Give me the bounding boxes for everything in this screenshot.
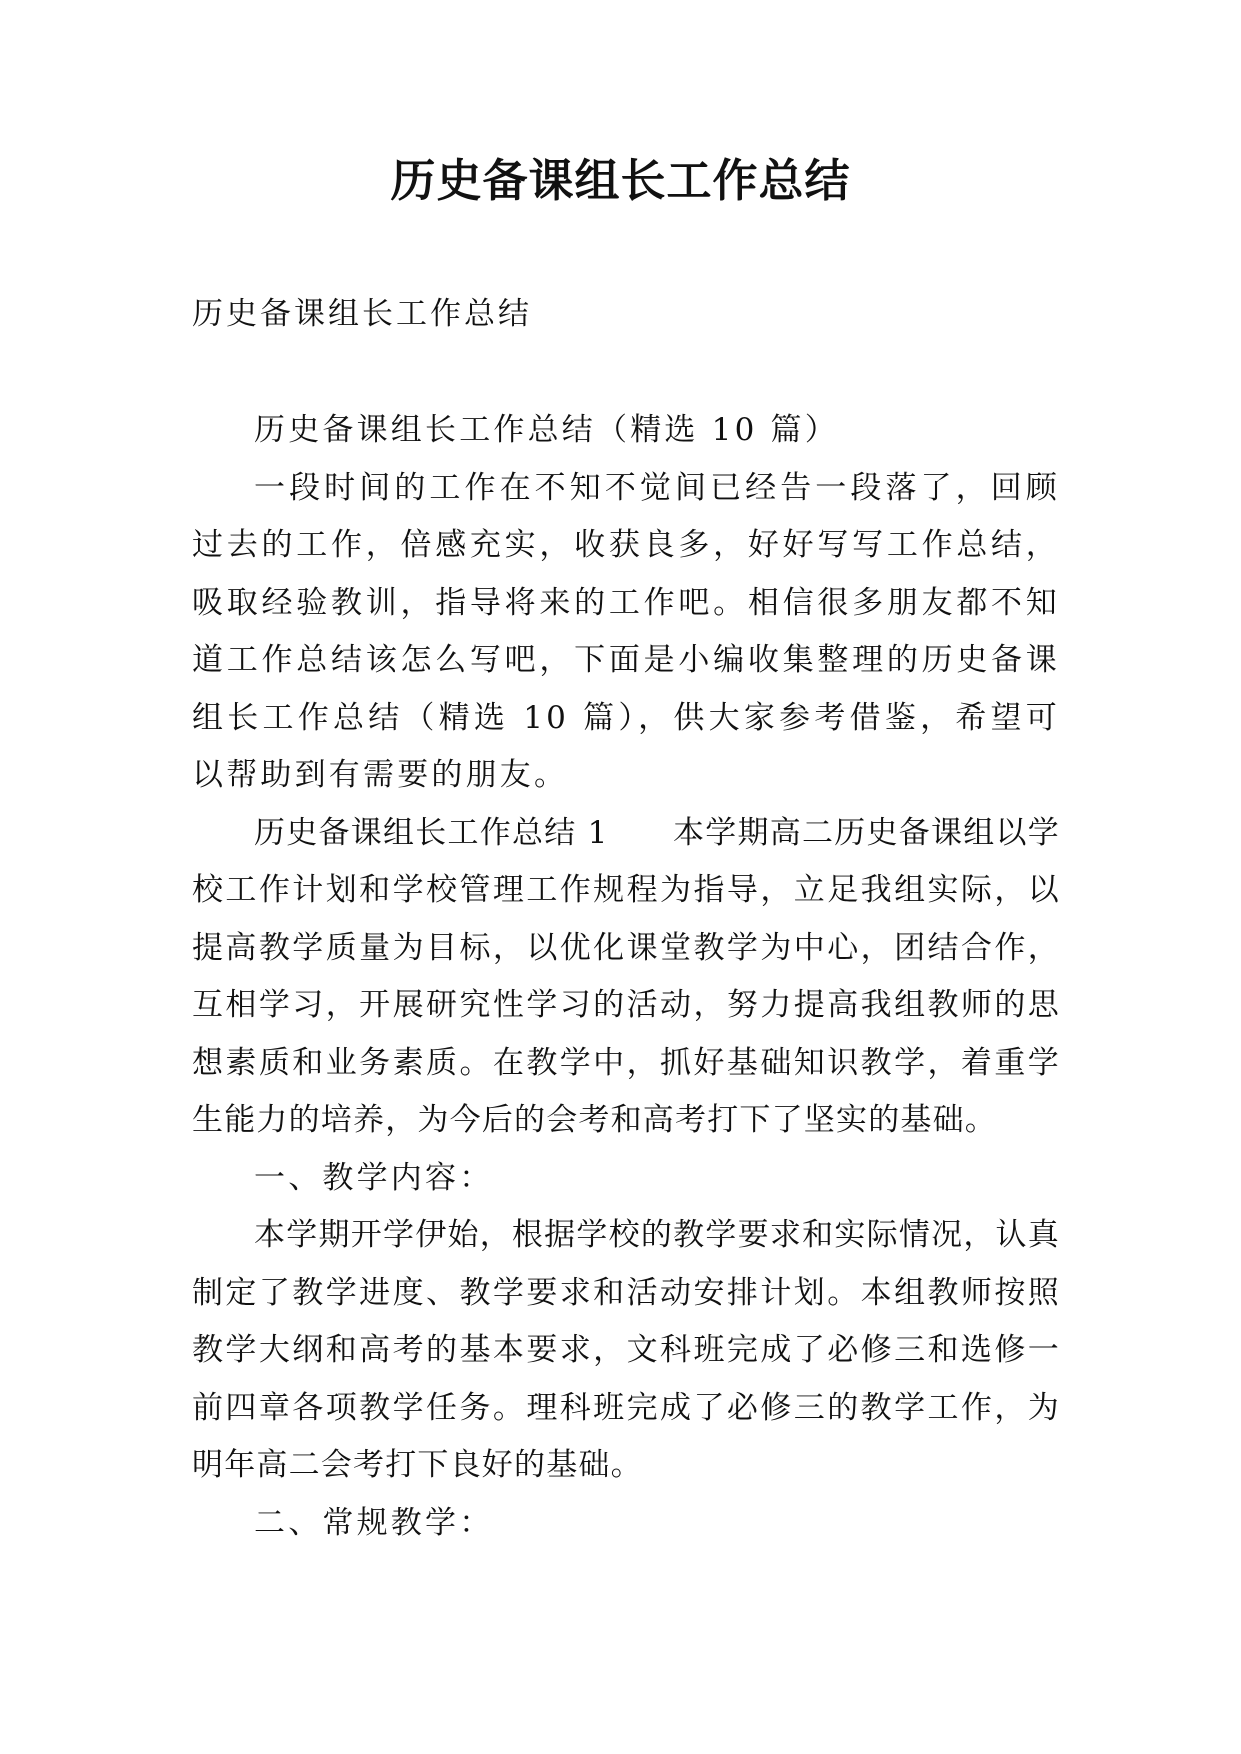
- section-heading-routine-teaching: 二、常规教学：: [254, 1504, 494, 1541]
- paragraph-teaching-content: 本学期开学伊始，根据学校的教学要求和实际情况，认真制定了教学进度、教学要求和活动安排计划。本组教师按照教学大纲和高考的基本要求，文科班完成了必修三和选修一前四章各项教学任务。理科班完成了必修三的教学工作，为明年高二会考打下良好的基础。: [192, 1217, 1060, 1483]
- section-heading-teaching-content: 一、教学内容：: [254, 1159, 494, 1196]
- paragraph-intro: 一段时间的工作在不知不觉间已经告一段落了，回顾过去的工作，倍感充实，收获良多，好好写写工作总结，吸取经验教训，指导将来的工作吧。相信很多朋友都不知道工作总结该怎么写吧，下面是小编收集整理的历史备课组长工作总结（精选 10 篇），供大家参考借鉴，希望可以帮助到有需要的朋友。: [192, 469, 1060, 793]
- paragraph-heading: 历史备课组长工作总结（精选 10 篇）: [254, 412, 839, 448]
- document-body: [192, 402, 1060, 1552]
- paragraph-summary-1: 历史备课组长工作总结 1 本学期高二历史备课组以学校工作计划和学校管理工作规程为指导，立足我组实际，以提高教学质量为目标，以优化课堂教学为中心，团结合作，互相学习，开展研究性学习的活动，努力提高我组教师的思想素质和业务素质。在教学中，抓好基础知识教学，着重学生能力的培养，为今后的会考和高考打下了坚实的基础。: [192, 814, 1060, 1138]
- document-subtitle: 历史备课组长工作总结: [192, 296, 532, 332]
- document-title: 历史备课组长工作总结: [390, 154, 851, 207]
